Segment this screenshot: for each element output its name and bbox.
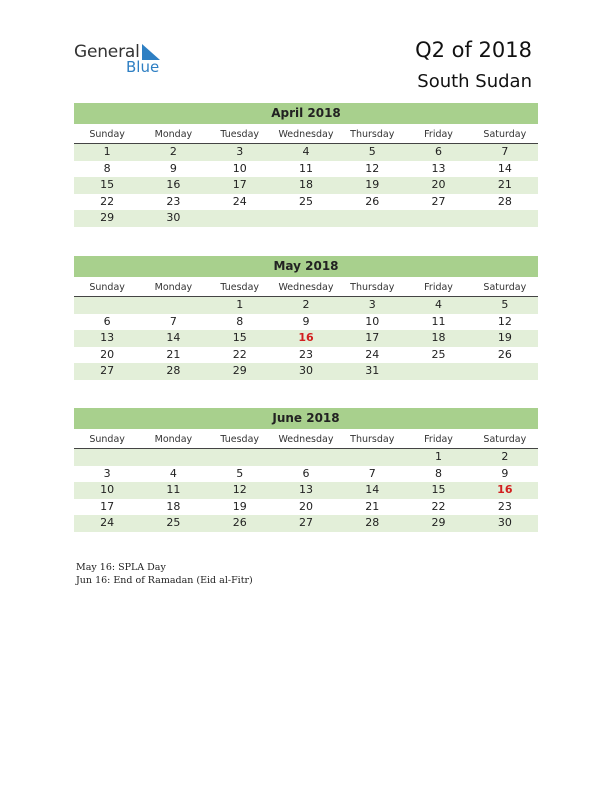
day-cell: 29 [100,211,115,224]
day-cell: 23 [298,347,313,361]
day-cell: 16 [298,331,314,344]
day-cell [405,363,471,380]
day-cell: 19 [232,499,247,513]
day-cell: 5 [368,145,376,158]
week-row [74,347,538,364]
day-cell: 25 [298,194,313,208]
day-cell: 1 [435,450,443,463]
day-cell: 24 [100,516,115,529]
day-cell: 8 [103,161,111,175]
logo-blue-text: Blue [126,58,160,76]
day-cell: 6 [435,145,443,158]
day-cell: 10 [232,161,247,175]
week-row [74,499,538,516]
week-row [74,194,538,211]
day-cell: 24 [232,194,247,208]
day-cell: 11 [431,314,446,328]
week-row [74,314,538,331]
week-row [74,210,538,227]
day-cell: 22 [232,347,247,361]
day-cell: 27 [298,516,313,529]
day-cell: 25 [431,347,446,361]
day-cell: 21 [166,347,181,361]
weekday-label: Wednesday [278,282,334,293]
day-cell: 21 [497,178,512,191]
weekday-label: Sunday [89,282,125,293]
day-cell [405,210,471,227]
day-cell: 9 [501,466,509,480]
day-cell: 10 [100,483,115,496]
page-title: Q2 of 2018 [415,38,532,62]
day-cell [472,210,538,227]
day-cell: 13 [431,161,446,175]
day-cell: 17 [232,178,247,191]
day-cell: 26 [365,194,380,208]
weekday-label: Monday [154,129,193,140]
day-cell: 14 [166,331,181,344]
week-row [74,161,538,178]
week-row [74,177,538,194]
day-cell: 26 [497,347,512,361]
day-cell: 5 [501,298,509,311]
weekday-label: Monday [154,282,193,293]
day-cell: 16 [497,483,513,496]
weekday-label: Monday [154,434,193,445]
day-cell: 23 [166,194,181,208]
day-cell: 4 [435,298,443,311]
weekday-label: Wednesday [278,129,334,140]
holiday-notes [76,561,253,587]
day-cell: 16 [166,178,181,191]
day-cell: 2 [302,298,310,311]
weekday-label: Saturday [483,129,527,140]
day-cell [207,210,273,227]
day-cell: 11 [298,161,313,175]
day-cell: 23 [497,499,512,513]
week-row [74,449,538,466]
day-cell: 25 [166,516,181,529]
weekday-label: Wednesday [278,434,334,445]
week-row [74,144,538,161]
day-cell: 8 [236,314,244,328]
day-cell: 24 [365,347,380,361]
day-cell: 15 [100,178,115,191]
day-cell [74,449,140,466]
day-cell: 13 [298,483,313,496]
country-name: South Sudan [417,71,532,92]
day-cell: 4 [169,466,177,480]
day-cell: 18 [431,331,446,344]
day-cell: 3 [236,145,244,158]
day-cell: 14 [497,161,512,175]
week-row [74,330,538,347]
week-row [74,297,538,314]
day-cell: 18 [298,178,313,191]
day-cell: 30 [497,516,512,529]
generalblue-logo [74,42,174,78]
day-cell: 30 [166,211,181,224]
day-cell: 3 [368,298,376,311]
weekday-label: Saturday [483,282,527,293]
day-cell: 19 [365,178,380,191]
day-cell: 4 [302,145,310,158]
note-item: Jun 16: End of Ramadan (Eid al-Fitr) [76,575,253,586]
weekday-label: Friday [424,129,453,140]
day-cell: 7 [501,145,509,158]
weekday-label: Friday [424,434,453,445]
day-cell: 9 [302,314,310,328]
weekday-header-row [74,126,538,144]
day-cell: 29 [431,516,446,529]
day-cell [339,210,405,227]
day-cell: 13 [100,331,115,344]
weekday-label: Tuesday [220,129,260,140]
month-header: June 2018 [74,408,538,429]
week-row [74,363,538,380]
day-cell: 18 [166,499,181,513]
day-cell: 12 [497,314,512,328]
weekday-label: Sunday [89,129,125,140]
day-cell: 9 [169,161,177,175]
day-cell [140,449,206,466]
month-header: May 2018 [74,256,538,277]
weekday-label: Saturday [483,434,527,445]
day-cell: 30 [298,364,313,377]
day-cell: 12 [365,161,380,175]
day-cell: 22 [100,194,115,208]
logo-general-text: General [74,42,140,62]
day-cell: 7 [169,314,177,328]
day-cell [74,297,140,314]
day-cell: 22 [431,499,446,513]
day-cell: 17 [365,331,380,344]
day-cell: 27 [100,364,115,377]
day-cell: 15 [232,331,247,344]
note-item: May 16: SPLA Day [76,562,166,573]
weekday-header-row [74,279,538,297]
day-cell: 3 [103,466,111,480]
month-header: April 2018 [74,103,538,124]
day-cell: 11 [166,483,181,496]
week-row [74,482,538,499]
month-may [74,256,538,380]
day-cell: 7 [368,466,376,480]
weekday-label: Tuesday [220,434,260,445]
day-cell [140,297,206,314]
day-cell: 12 [232,483,247,496]
day-cell: 1 [103,145,111,158]
day-cell: 28 [365,516,380,529]
day-cell: 21 [365,499,380,513]
day-cell: 19 [497,331,512,344]
day-cell: 28 [166,364,181,377]
day-cell: 20 [298,499,313,513]
day-cell: 8 [435,466,443,480]
day-cell: 2 [501,450,509,463]
day-cell: 29 [232,364,247,377]
weekday-label: Friday [424,282,453,293]
day-cell: 2 [169,145,177,158]
weekday-label: Sunday [89,434,125,445]
day-cell [273,449,339,466]
day-cell: 27 [431,194,446,208]
day-cell: 20 [100,347,115,361]
day-cell: 6 [302,466,310,480]
day-cell: 10 [365,314,380,328]
weekday-label: Thursday [350,282,395,293]
day-cell: 1 [236,298,244,311]
day-cell: 26 [232,516,247,529]
month-june [74,408,538,532]
weekday-header-row [74,431,538,449]
weekday-label: Tuesday [220,282,260,293]
day-cell [472,363,538,380]
day-cell: 5 [236,466,244,480]
day-cell: 14 [365,483,380,496]
week-row [74,466,538,483]
day-cell: 28 [497,194,512,208]
day-cell: 15 [431,483,446,496]
day-cell [273,210,339,227]
month-april [74,103,538,227]
week-row [74,515,538,532]
day-cell [207,449,273,466]
weekday-label: Thursday [350,129,395,140]
weekday-label: Thursday [350,434,395,445]
day-cell [339,449,405,466]
day-cell: 31 [365,364,380,377]
day-cell: 20 [431,178,446,191]
day-cell: 6 [103,314,111,328]
day-cell: 17 [100,499,115,513]
